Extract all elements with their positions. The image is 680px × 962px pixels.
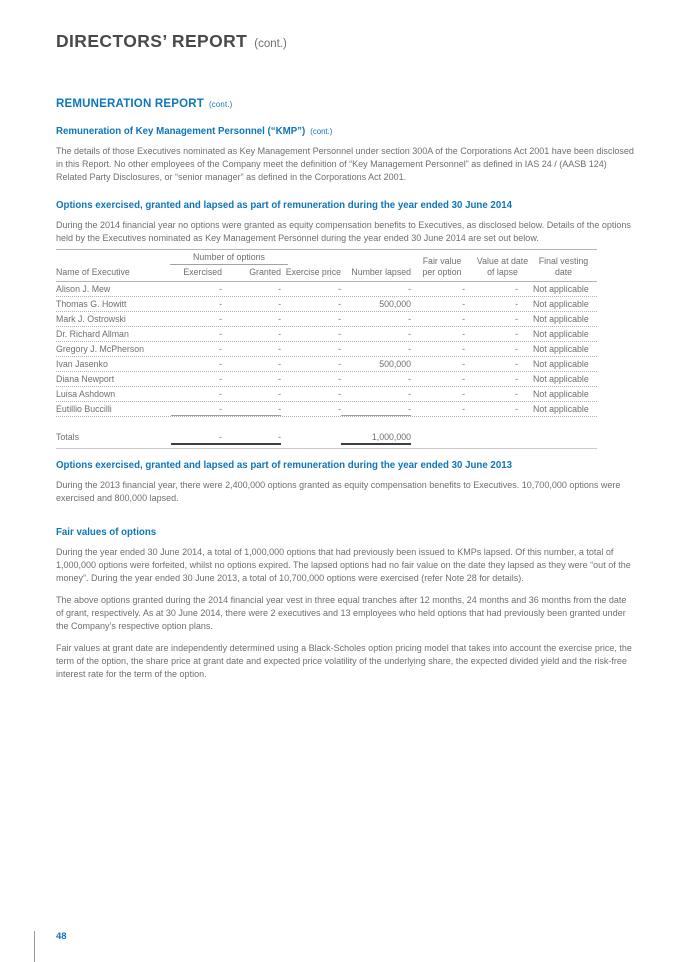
table-cell-final_vesting: Not applicable	[533, 299, 589, 309]
table-cell-final_vesting: Not applicable	[533, 344, 589, 354]
table-cell-granted: -	[278, 284, 281, 294]
kmp-heading-text: Remuneration of Key Management Personnel (“KMP”)	[56, 126, 306, 137]
totals-label: Totals	[56, 432, 79, 442]
table-cell-fair_value: -	[462, 344, 465, 354]
col-header-final-vesting	[524, 256, 603, 278]
table-cell-number_lapsed: -	[408, 314, 411, 324]
table-cell-exercise_price: -	[338, 374, 341, 384]
table-row	[56, 372, 597, 387]
table-cell-granted: -	[278, 314, 281, 324]
table-cell-name: Dr. Richard Allman	[56, 329, 129, 339]
table-cell-exercised: -	[219, 389, 222, 399]
col-header-value-at-date-line1: Value at date	[476, 256, 529, 266]
table-cell-final_vesting: Not applicable	[533, 284, 589, 294]
table-cell-granted: -	[278, 359, 281, 369]
table-totals-row	[56, 430, 597, 445]
table-cell-exercised: -	[219, 314, 222, 324]
kmp-heading-cont: (cont.)	[310, 127, 333, 136]
options-table	[56, 249, 597, 449]
options-table-body	[56, 282, 597, 417]
table-cell-name: Ivan Jasenko	[56, 359, 108, 369]
table-row	[56, 342, 597, 357]
page-number: 48	[56, 931, 67, 942]
kmp-heading	[56, 126, 634, 138]
table-row	[56, 402, 597, 417]
totals-number-lapsed: 1,000,000	[341, 430, 411, 445]
fair-values-heading: Fair values of options	[56, 527, 157, 538]
table-cell-name: Gregory J. McPherson	[56, 344, 144, 354]
table-cell-name: Diana Newport	[56, 374, 115, 384]
col-header-fair-value-line1: Fair value	[422, 256, 462, 266]
table-cell-name: Alison J. Mew	[56, 284, 111, 294]
table-cell-name: Thomas G. Howitt	[56, 299, 127, 309]
table-cell-fair_value: -	[462, 314, 465, 324]
col-header-final-vesting-line1: Final vesting	[538, 256, 589, 266]
col-header-number-lapsed: Number lapsed	[351, 267, 411, 277]
table-row	[56, 327, 597, 342]
col-header-granted: Granted	[249, 267, 281, 277]
table-cell-exercise_price: -	[338, 389, 341, 399]
col-header-value-at-date-line2: of lapse	[487, 267, 518, 277]
table-cell-exercise_price: -	[338, 299, 341, 309]
table-cell-number_lapsed: 500,000	[379, 299, 411, 309]
table-cell-exercised: -	[171, 402, 222, 416]
table-cell-name: Luisa Ashdown	[56, 389, 116, 399]
table-cell-fair_value: -	[462, 404, 465, 414]
col-header-exercise-price: Exercise price	[285, 267, 341, 277]
col-header-value-at-date	[476, 256, 529, 278]
table-cell-name: Mark J. Ostrowski	[56, 314, 126, 324]
table-cell-value_at_date: -	[515, 404, 518, 414]
table-cell-value_at_date: -	[515, 389, 518, 399]
col-header-exercised: Exercised	[183, 267, 222, 277]
options-2014-heading: Options exercised, granted and lapsed as part of remuneration during the year ended 30 June 2014	[56, 200, 512, 211]
page-title	[56, 31, 634, 54]
table-cell-final_vesting: Not applicable	[533, 329, 589, 339]
totals-granted: -	[222, 430, 281, 445]
table-cell-exercise_price: -	[338, 404, 341, 414]
table-row	[56, 282, 597, 297]
table-cell-granted: -	[278, 329, 281, 339]
table-cell-exercise_price: -	[338, 314, 341, 324]
table-cell-granted: -	[222, 402, 281, 416]
table-cell-value_at_date: -	[515, 314, 518, 324]
table-cell-number_lapsed: -	[341, 402, 411, 416]
table-cell-number_lapsed: -	[408, 344, 411, 354]
table-cell-exercise_price: -	[338, 344, 341, 354]
table-cell-granted: -	[278, 344, 281, 354]
fair-values-paragraph-2: The above options granted during the 2014 financial year vest in three equal tranches after 12 months, 24 months and 36 months from the date of grant, respectively. As at 30 June 2014, there were 2 executives and 13 employees who held options that had previously been granted under the Company’s respective option plans.	[56, 595, 627, 631]
table-cell-final_vesting: Not applicable	[533, 359, 589, 369]
col-header-fair-value-line2: per option	[422, 267, 462, 277]
col-header-name: Name of Executive	[56, 267, 130, 277]
page-title-text: DIRECTORS’ REPORT	[56, 31, 248, 51]
table-cell-number_lapsed: -	[408, 284, 411, 294]
table-cell-value_at_date: -	[515, 329, 518, 339]
col-header-final-vesting-line2: date	[554, 267, 573, 277]
table-cell-granted: -	[278, 299, 281, 309]
totals-exercised: -	[171, 430, 222, 445]
table-cell-number_lapsed: 500,000	[379, 359, 411, 369]
options-2014-paragraph: During the 2014 financial year no options were granted as equity compensation benefits to Executives, as disclosed below. Details of the options held by the Executives nominated as Key Management Personnel during the year ended 30 June 2014 are set out below.	[56, 220, 631, 243]
table-row	[56, 357, 597, 372]
page-title-cont: (cont.)	[254, 38, 287, 50]
fair-values-paragraph-1: During the year ended 30 June 2014, a total of 1,000,000 options that had previously been issued to KMPs lapsed. Of this number, a total of 1,000,000 options were forfeited, whilst no options expired. The lapsed options had no fair value on the date they lapsed as they were “out of the money”. During the year ended 30 June 2013, a total of 10,700,000 options were exercised (refer Note 28 for details).	[56, 547, 631, 583]
table-cell-name: Eutillio Buccilli	[56, 404, 112, 414]
table-cell-fair_value: -	[462, 299, 465, 309]
totals-fair-value	[411, 430, 465, 445]
table-header-row	[56, 256, 597, 281]
totals-value-at-date	[465, 430, 518, 445]
table-cell-exercised: -	[219, 359, 222, 369]
fair-values-paragraph-3: Fair values at grant date are independently determined using a Black-Scholes option pricing model that takes into account the exercise price, the term of the option, the share price at grant date and expected price volatility of the underlying share, the expected divided yield and the risk-free interest rate for the term of the option.	[56, 643, 632, 679]
table-cell-fair_value: -	[462, 374, 465, 384]
table-cell-fair_value: -	[462, 284, 465, 294]
table-cell-final_vesting: Not applicable	[533, 374, 589, 384]
table-cell-fair_value: -	[462, 389, 465, 399]
col-header-fair-value	[415, 256, 469, 278]
table-cell-value_at_date: -	[515, 344, 518, 354]
table-cell-exercised: -	[219, 374, 222, 384]
table-cell-value_at_date: -	[515, 299, 518, 309]
table-cell-fair_value: -	[462, 329, 465, 339]
remuneration-report-heading-text: REMUNERATION REPORT	[56, 98, 204, 110]
table-cell-final_vesting: Not applicable	[533, 314, 589, 324]
remuneration-report-heading	[56, 98, 634, 111]
table-cell-value_at_date: -	[515, 359, 518, 369]
table-cell-exercised: -	[219, 284, 222, 294]
options-2013-heading: Options exercised, granted and lapsed as part of remuneration during the year ended 30 June 2013	[56, 460, 512, 471]
table-row	[56, 387, 597, 402]
table-cell-value_at_date: -	[515, 284, 518, 294]
table-cell-granted: -	[278, 389, 281, 399]
table-cell-number_lapsed: -	[408, 329, 411, 339]
table-cell-value_at_date: -	[515, 374, 518, 384]
table-cell-exercise_price: -	[338, 359, 341, 369]
options-2013-paragraph: During the 2013 financial year, there were 2,400,000 options granted as equity compensation benefits to Executives. 10,700,000 options were exercised and 800,000 lapsed.	[56, 480, 621, 503]
table-cell-exercised: -	[219, 329, 222, 339]
totals-final-vesting	[518, 430, 597, 445]
table-cell-exercised: -	[219, 344, 222, 354]
table-cell-final_vesting: Not applicable	[533, 389, 589, 399]
remuneration-report-heading-cont: (cont.)	[208, 100, 233, 109]
footer-rule	[34, 931, 35, 962]
table-cell-number_lapsed: -	[408, 374, 411, 384]
totals-exercise-price	[281, 430, 341, 445]
table-cell-exercised: -	[219, 299, 222, 309]
col-group-number-of-options: Number of options	[170, 252, 288, 265]
table-cell-granted: -	[278, 374, 281, 384]
table-cell-exercise_price: -	[338, 329, 341, 339]
table-row	[56, 312, 597, 327]
table-cell-exercise_price: -	[338, 284, 341, 294]
table-cell-fair_value: -	[462, 359, 465, 369]
table-cell-final_vesting: Not applicable	[533, 404, 589, 414]
table-row	[56, 297, 597, 312]
kmp-paragraph: The details of those Executives nominated as Key Management Personnel under section 300A of the Corporations Act 2001 have been disclosed in this Report. No other employees of the Company meet the definition of “Key Management Personnel” as defined in IAS 24 / (AASB 124) Related Party Disclosures, or “senior manager” as defined in the Corporations Act 2001.	[56, 146, 634, 182]
table-cell-number_lapsed: -	[408, 389, 411, 399]
options-table-header	[56, 250, 597, 282]
